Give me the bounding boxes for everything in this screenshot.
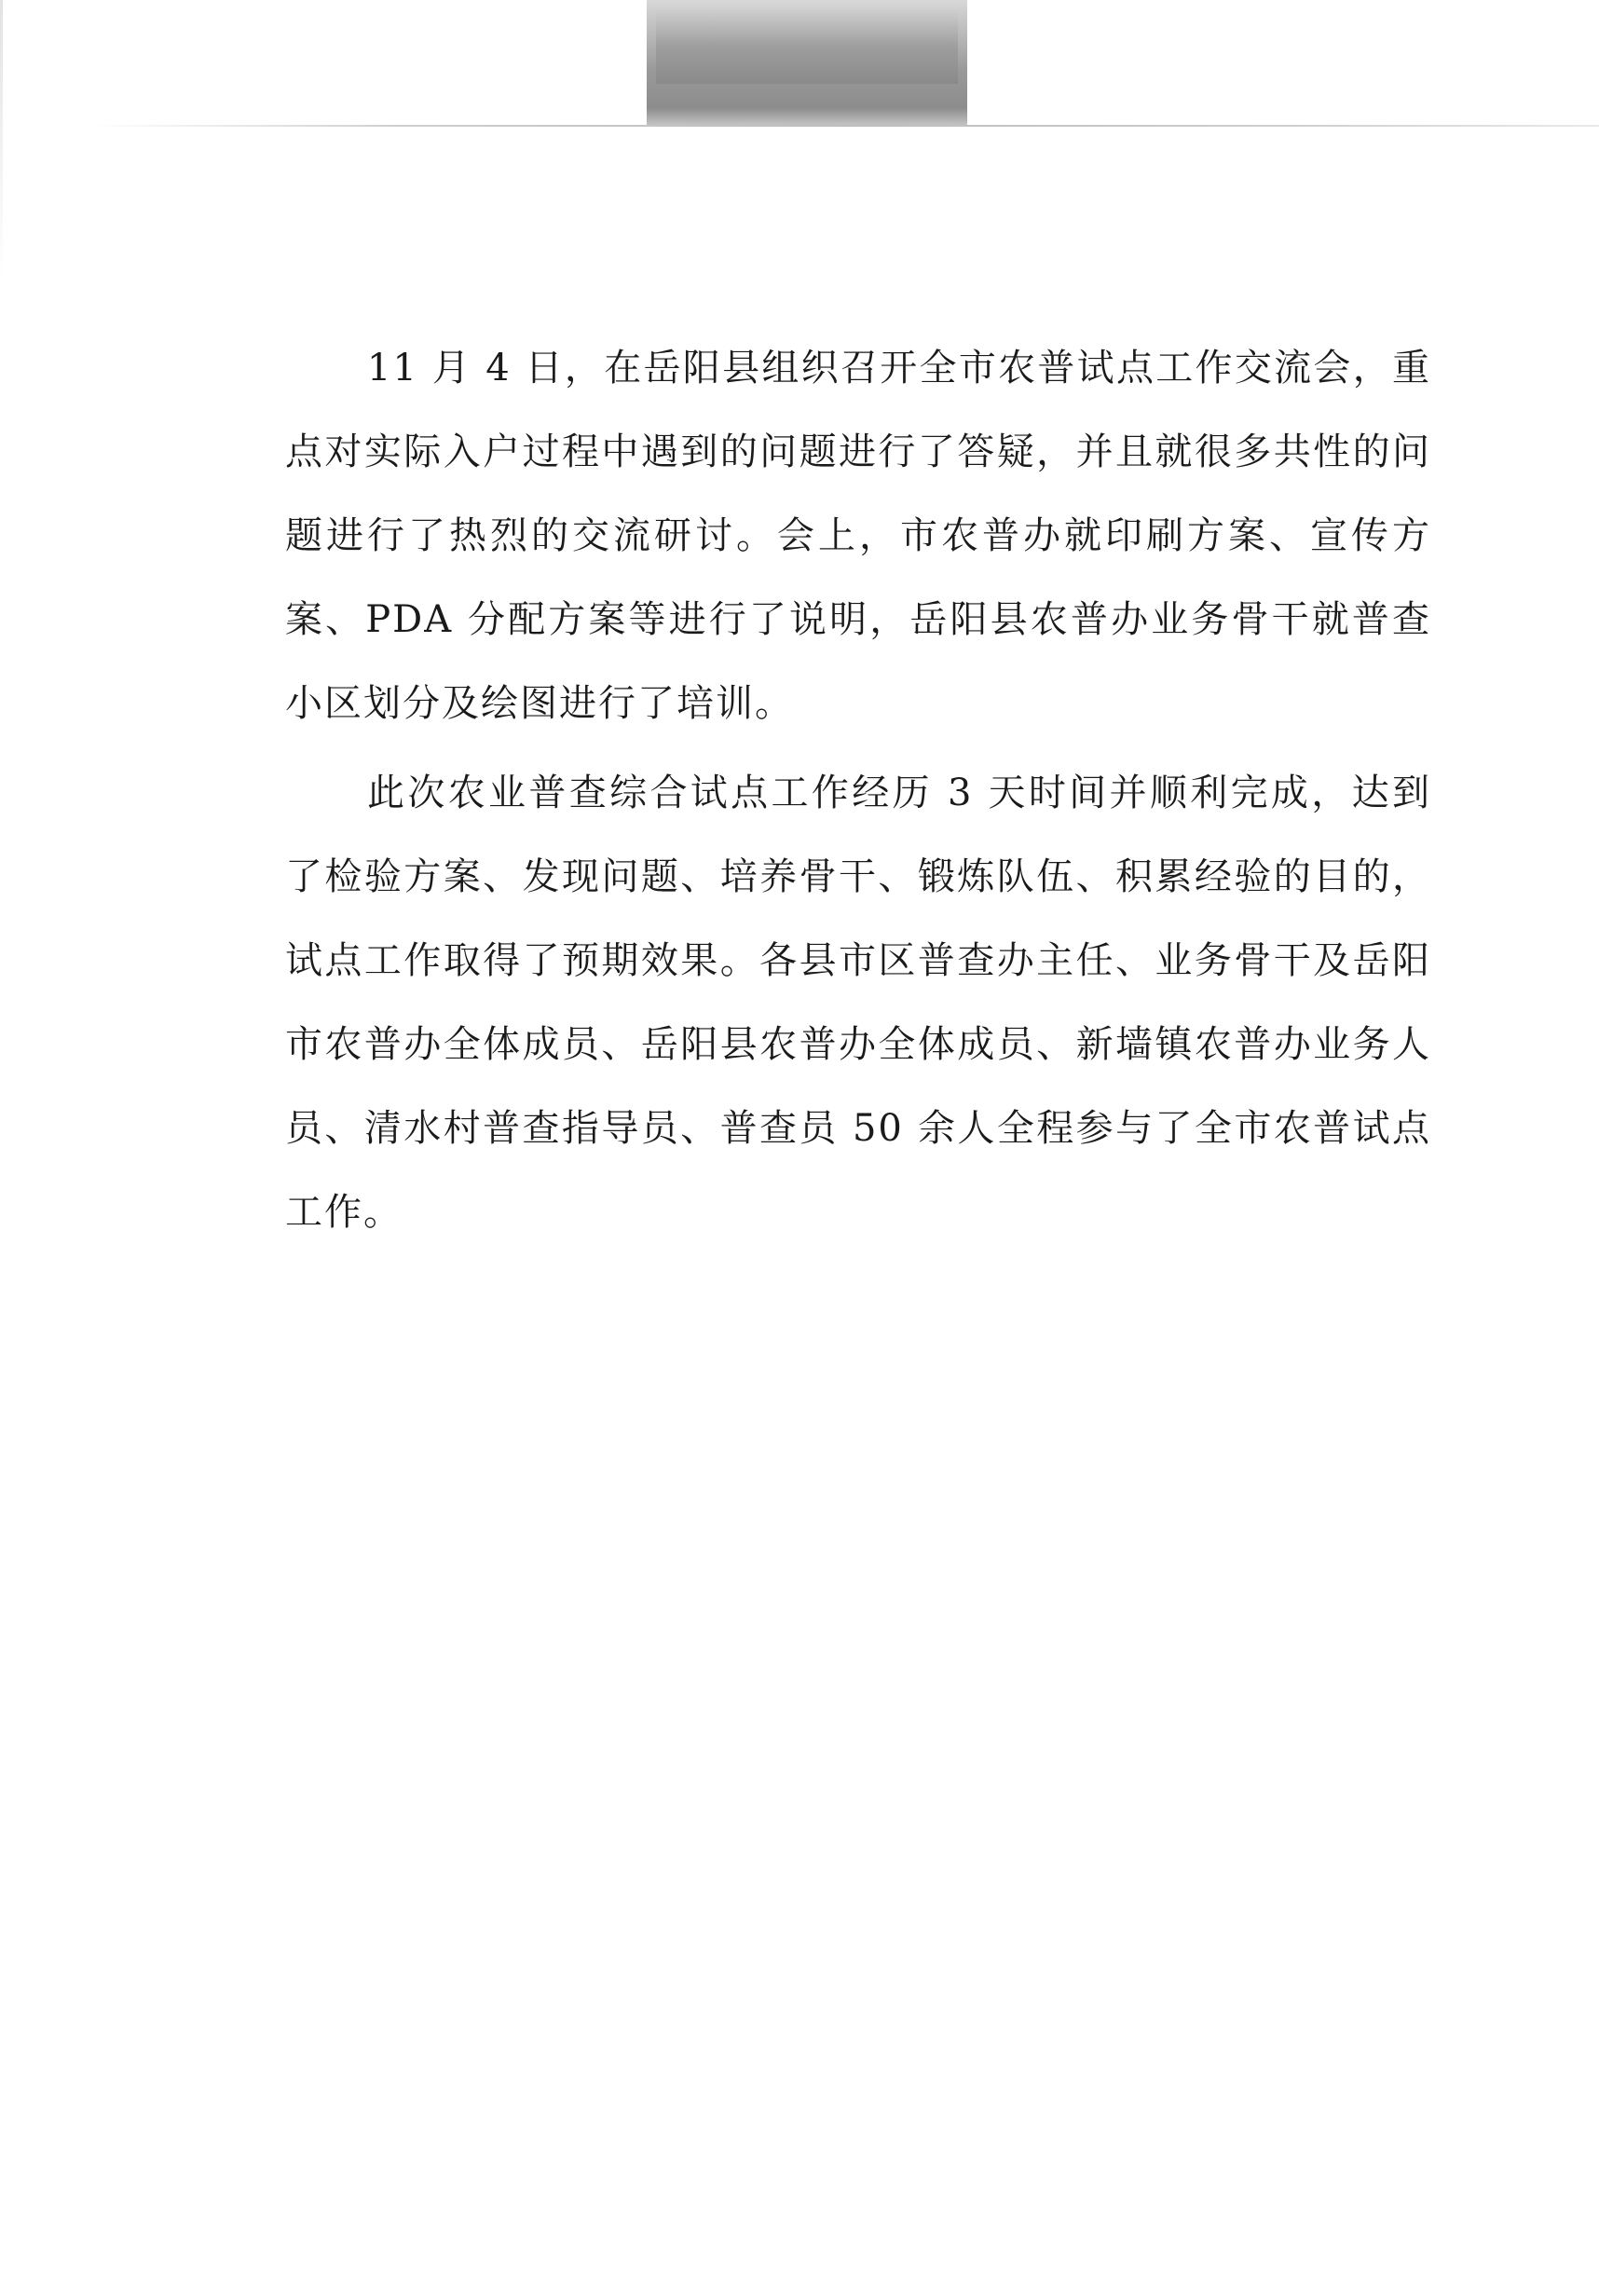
paragraph-summary: 此次农业普查综合试点工作经历 3 天时间并顺利完成，达到了检验方案、发现问题、培养骨干、锻炼队伍、积累经验的目的，试点工作取得了预期效果。各县市区普查办主任、业务骨干及岳阳市农普办全体成员、岳阳县农普办全体成员、新墙镇农普办业务人员、清水村普查指导员、普查员 50 余人全程参与了全市农普试点工作。	[285, 772, 1431, 1234]
document-body	[285, 326, 1431, 1260]
scanner-clip	[647, 0, 967, 127]
paragraph-meeting: 11 月 4 日，在岳阳县组织召开全市农普试点工作交流会，重点对实际入户过程中遇到的问题进行了答疑，并且就很多共性的问题进行了热烈的交流研讨。会上，市农普办就印刷方案、宣传方案、PDA 分配方案等进行了说明，岳阳县农普办业务骨干就普查小区划分及绘图进行了培训。	[285, 347, 1431, 725]
scan-shadow	[0, 0, 3, 280]
scan-page-edge	[93, 125, 1599, 127]
scanner-clip-inner	[656, 9, 958, 84]
